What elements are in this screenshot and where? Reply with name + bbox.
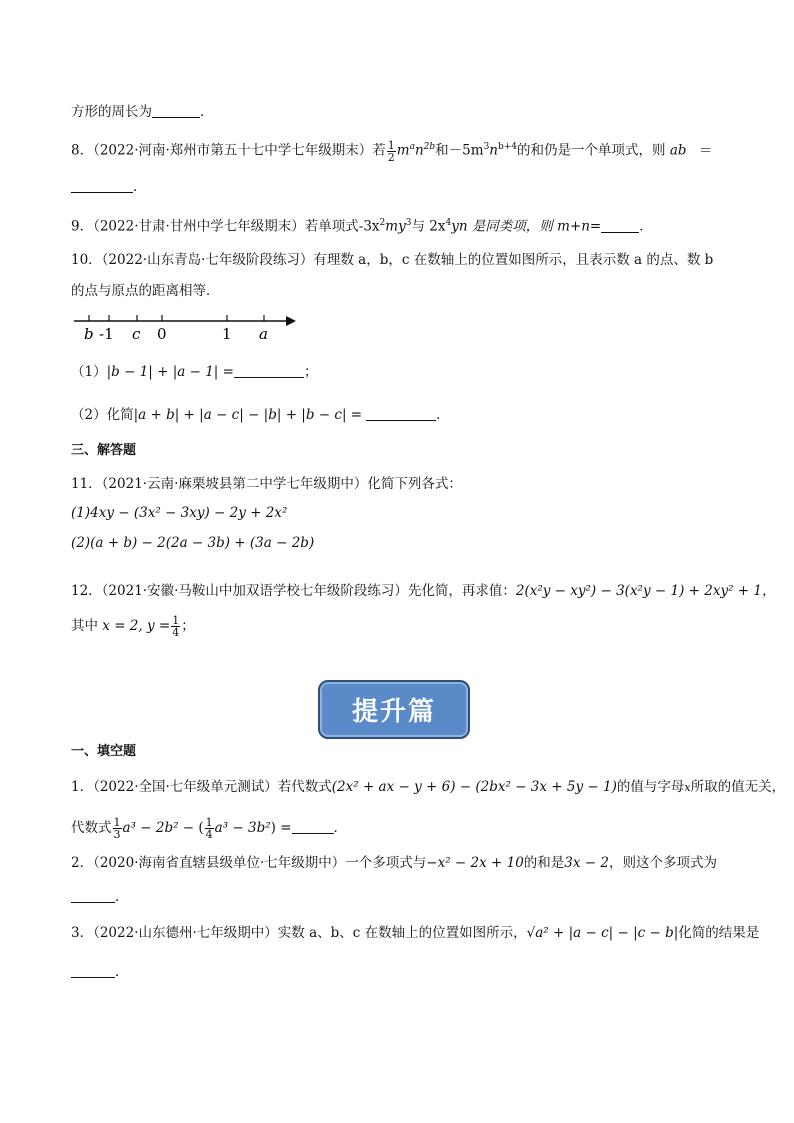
answer-blank[interactable] bbox=[71, 888, 115, 903]
question-10-line2: 的点与原点的距离相等． bbox=[71, 283, 220, 299]
question-11-part2: (2)(a + b) − 2(2a − 3b) + (3a − 2b) bbox=[71, 535, 315, 551]
question-8-answer-line: ． bbox=[71, 177, 147, 197]
question-12: 12．（2021·安徽·马鞍山中加双语学校七年级阶段练习）先化简，再求值：2(x²y − xy²) − 3(x²y − 1) + 2xy² + 1， bbox=[71, 583, 776, 599]
section-heading-1: 一、填空题 bbox=[71, 744, 137, 759]
number-line bbox=[70, 310, 300, 344]
advanced-question-3: 3．（2022·山东德州·七年级期中）实数 a、b、c 在数轴上的位置如图所示，√a² + |a − c| − |c − b|化简的结果是 bbox=[71, 925, 760, 941]
advanced-question-2-answer-line: ． bbox=[71, 887, 129, 907]
answer-blank[interactable] bbox=[601, 218, 639, 233]
axis-label-one: 1 bbox=[222, 325, 232, 343]
answer-blank[interactable] bbox=[71, 178, 133, 193]
advanced-question-1-line2: 代数式 $\frac{1}{3}$ a³ − 2b² − ( $\frac{1}{4}$ a³ − 3b²) = ． bbox=[71, 816, 348, 841]
advanced-question-3-answer-line: ． bbox=[71, 962, 129, 982]
section-banner: 提升篇 bbox=[318, 680, 470, 739]
answer-blank[interactable] bbox=[152, 103, 200, 118]
axis-label-b: b bbox=[84, 325, 94, 343]
question-12-line2: 其中 x = 2, y = $\frac{1}{4}$ ； bbox=[71, 614, 195, 639]
axis-label-c: c bbox=[132, 325, 141, 343]
answer-blank[interactable] bbox=[292, 819, 334, 834]
question-8: 8．（2022·河南·郑州市第五十七中学七年级期末）若 $\frac{1}{2}$ $m^an^{2b}$和$-5m^3n^{b+4}$的和仍是一个单项式，则 ab ＝ bbox=[71, 138, 713, 164]
question-10-part2: （2）化简|a + b| + |a − c| − |b| + |b − c| = ． bbox=[71, 407, 450, 423]
answer-blank[interactable] bbox=[366, 406, 436, 421]
axis-label-zero: 0 bbox=[157, 325, 167, 343]
answer-blank[interactable] bbox=[71, 963, 115, 978]
question-11-part1: (1)4xy − (3x² − 3xy) − 2y + 2x² bbox=[71, 505, 288, 521]
answer-blank[interactable] bbox=[234, 363, 304, 378]
axis-label-a: a bbox=[259, 325, 268, 343]
fraction-quarter: $\frac{1}{4}$ bbox=[172, 614, 180, 639]
advanced-question-2: 2．（2020·海南省直辖县级单位·七年级期中）一个多项式与−x² − 2x + 10的和是3x − 2，则这个多项式为 bbox=[71, 855, 717, 871]
question-10-line1: 10．（2022·山东青岛·七年级阶段练习）有理数 a，b，c 在数轴上的位置如图所示，且表示数 a 的点、数 b bbox=[71, 252, 714, 268]
axis-label-minus-one: -1 bbox=[99, 325, 114, 343]
question-10-part1: （1）|b − 1| + |a − 1| = ； bbox=[71, 364, 318, 380]
question-9: 9．（2022·甘肃·甘州中学七年级期末）若单项式$-3x^2my^3$与 $2x^4yn$ 是同类项，则 m+n= ． bbox=[71, 218, 653, 235]
question-11: 11．（2021·云南·麻栗坡县第二中学七年级期中）化简下列各式： bbox=[71, 476, 462, 492]
section-heading-3: 三、解答题 bbox=[71, 443, 137, 458]
advanced-question-1: 1．（2022·全国·七年级单元测试）若代数式(2x² + ax − y + 6) − (2bx² − 3x + 5y − 1)的值与字母x所取的值无关， bbox=[71, 779, 786, 795]
fraction-half: $\frac{1}{2}$ bbox=[387, 138, 395, 164]
question-7-tail: 方形的周长为 ． bbox=[71, 104, 214, 120]
